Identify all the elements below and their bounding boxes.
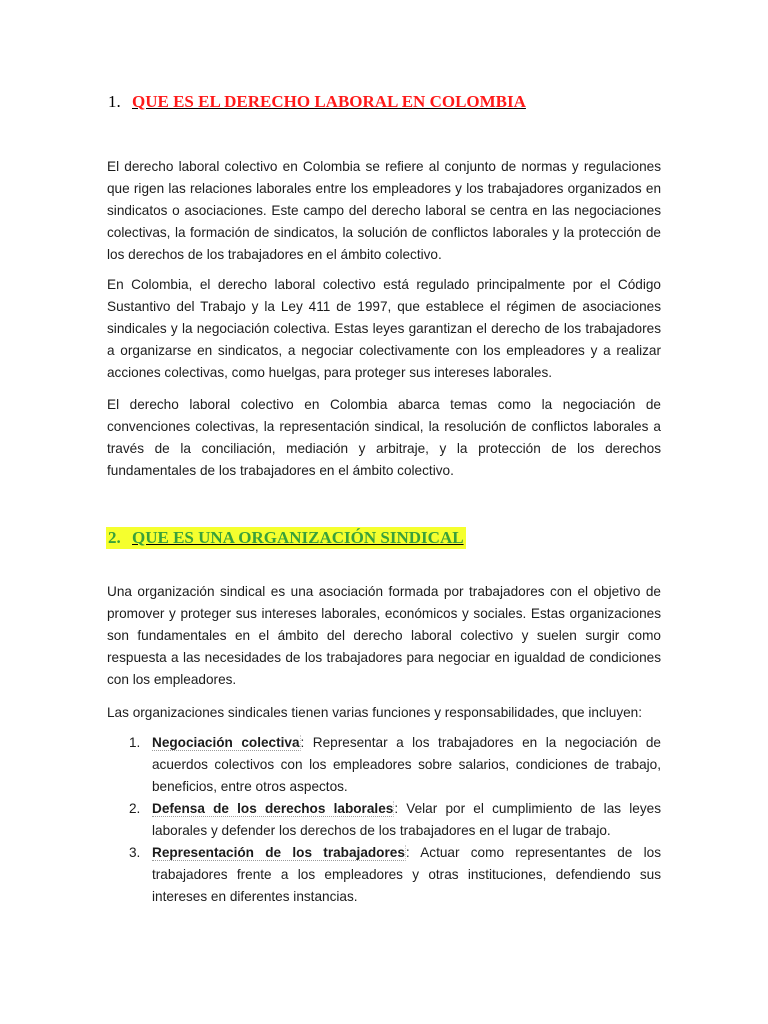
section-1-paragraph: El derecho laboral colectivo en Colombia se refiere al conjunto de normas y regulaciones que rigen las relaciones laborales entre los empleadores y los trabajadores organizados en sindicatos o asociaciones. Este campo del derecho laboral se centra en las negociaciones colectivas, la formación de sindicatos, la solución de conflictos laborales y la protección de los derechos de los trabajadores en el ámbito colectivo. [107,159,661,262]
list-item-number: 1. [129,735,141,750]
list-item-term: Negociación colectiva [152,735,300,750]
list-item-text: : Velar por el cumplimiento de las leyes laborales y defender los derechos de los trabajadores en el lugar de trabajo. [152,801,661,838]
section-1-title: QUE ES EL DERECHO LABORAL EN COLOMBIA [132,92,526,111]
list-item-number: 3. [129,845,141,860]
section-2-paragraph: Una organización sindical es una asociación formada por trabajadores con el objetivo de promover y proteger sus intereses laborales, económicos y sociales. Estas organizaciones son fundamentales en el ámbito del derecho laboral colectivo y suelen surgir como respuesta a las necesidades de los trabajadores para negociar en igualdad de condiciones con los empleadores. [107,584,661,687]
section-1-heading [108,91,526,113]
section-2-heading [106,527,466,549]
list-item-term: Defensa de los derechos laborales [152,801,394,816]
list-item-term: Representación de los trabajadores [152,845,405,860]
list-item-text: : Representar a los trabajadores en la negociación de acuerdos colectivos con los empleadores sobre salarios, condiciones de trabajo, beneficios, entre otros aspectos. [152,735,661,794]
list-item-text: : Actuar como representantes de los trabajadores frente a los empleadores y otras instituciones, defendiendo sus intereses en diferentes instancias. [152,845,661,904]
functions-list [107,732,661,908]
section-2-paragraph: Las organizaciones sindicales tienen varias funciones y responsabilidades, que incluyen: [107,705,643,720]
list-item [107,732,661,798]
list-item-number: 2. [129,801,141,816]
list-item [107,798,661,842]
section-2-number: 2. [108,528,121,547]
section-1-number: 1. [108,92,121,111]
section-2-title: QUE ES UNA ORGANIZACIÓN SINDICAL [132,528,464,547]
section-1-paragraph: El derecho laboral colectivo en Colombia abarca temas como la negociación de convenciones colectivas, la representación sindical, la resolución de conflictos laborales a través de la conciliación, mediación y arbitraje, y la protección de los derechos fundamentales de los trabajadores en el ámbito colectivo. [107,397,661,478]
list-item [107,842,661,908]
section-1-paragraph: En Colombia, el derecho laboral colectivo está regulado principalmente por el Código Sustantivo del Trabajo y la Ley 411 de 1997, que establece el régimen de asociaciones sindicales y la negociación colectiva. Estas leyes garantizan el derecho de los trabajadores a organizarse en sindicatos, a negociar colectivamente con los empleadores y a realizar acciones colectivas, como huelgas, para proteger sus intereses laborales. [107,277,661,380]
